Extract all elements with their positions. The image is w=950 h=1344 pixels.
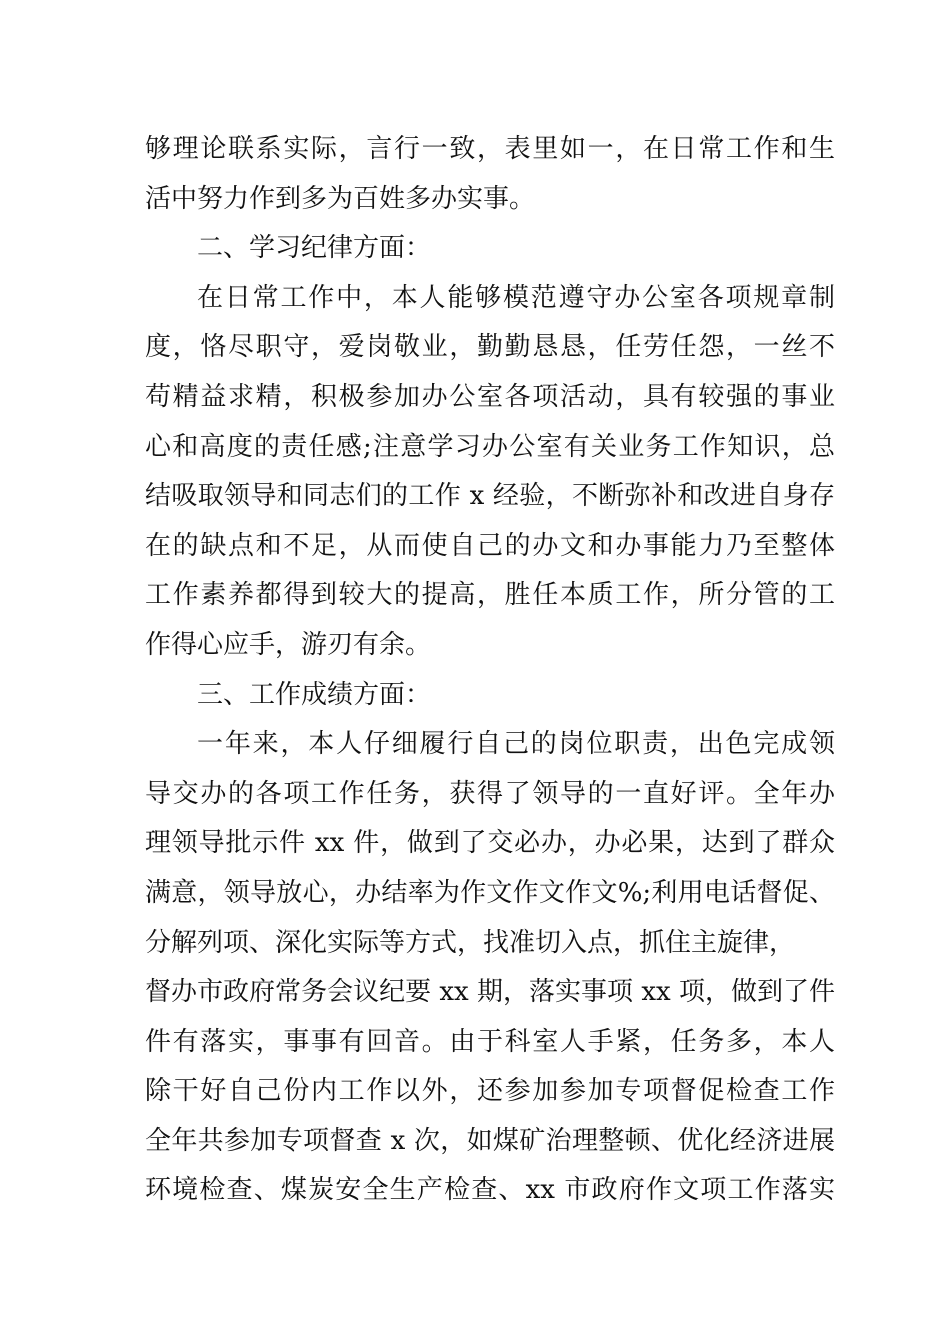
text-line: 满意，领导放心，办结率为作文作文作文%;利用电话督促、 [145, 877, 835, 908]
text-line: 督办市政府常务会议纪要 xx 期，落实事项 xx 项，做到了件 [145, 977, 835, 1008]
text-line: 全年共参加专项督查 x 次，如煤矿治理整顿、优化经济进展 [145, 1125, 835, 1156]
text-line: 在的缺点和不足，从而使自己的办文和办事能力乃至整体 [145, 530, 835, 561]
text-line: 分解列项、深化实际等方式，找准切入点，抓住主旋律， [145, 927, 796, 958]
text-line: 心和高度的责任感;注意学习办公室有关业务工作知识，总 [145, 431, 835, 462]
text-line: 在日常工作中，本人能够模范遵守办公室各项规章制 [197, 282, 835, 313]
text-line: 结吸取领导和同志们的工作 x 经验，不断弥补和改进自身存 [145, 481, 835, 512]
text-line: 工作素养都得到较大的提高，胜任本质工作，所分管的工 [145, 580, 835, 611]
text-line: 度，恪尽职守，爱岗敬业，勤勤恳恳，任劳任怨，一丝不 [145, 332, 835, 363]
text-line: 导交办的各项工作任务，获得了领导的一直好评。全年办 [145, 778, 835, 809]
text-line: 够理论联系实际，言行一致，表里如一，在日常工作和生 [145, 134, 835, 164]
text-line: 理领导批示件 xx 件，做到了交必办，办必果，达到了群众 [145, 828, 835, 859]
text-line: 一年来，本人仔细履行自己的岗位职责，出色完成领 [197, 729, 835, 760]
text-line: 件有落实，事事有回音。由于科室人手紧，任务多，本人 [145, 1026, 835, 1057]
section-heading: 三、工作成绩方面： [197, 679, 432, 710]
text-line: 作得心应手，游刃有余。 [145, 629, 432, 660]
document-body [145, 125, 835, 1216]
text-line: 活中努力作到多为百姓多办实事。 [145, 183, 536, 214]
text-line: 除干好自己份内工作以外，还参加参加专项督促检查工作 [145, 1076, 835, 1107]
text-line: 苟精益求精，积极参加办公室各项活动，具有较强的事业 [145, 381, 835, 412]
section-heading: 二、学习纪律方面： [197, 233, 432, 264]
text-line: 环境检查、煤炭安全生产检查、xx 市政府作文项工作落实 [145, 1175, 835, 1206]
